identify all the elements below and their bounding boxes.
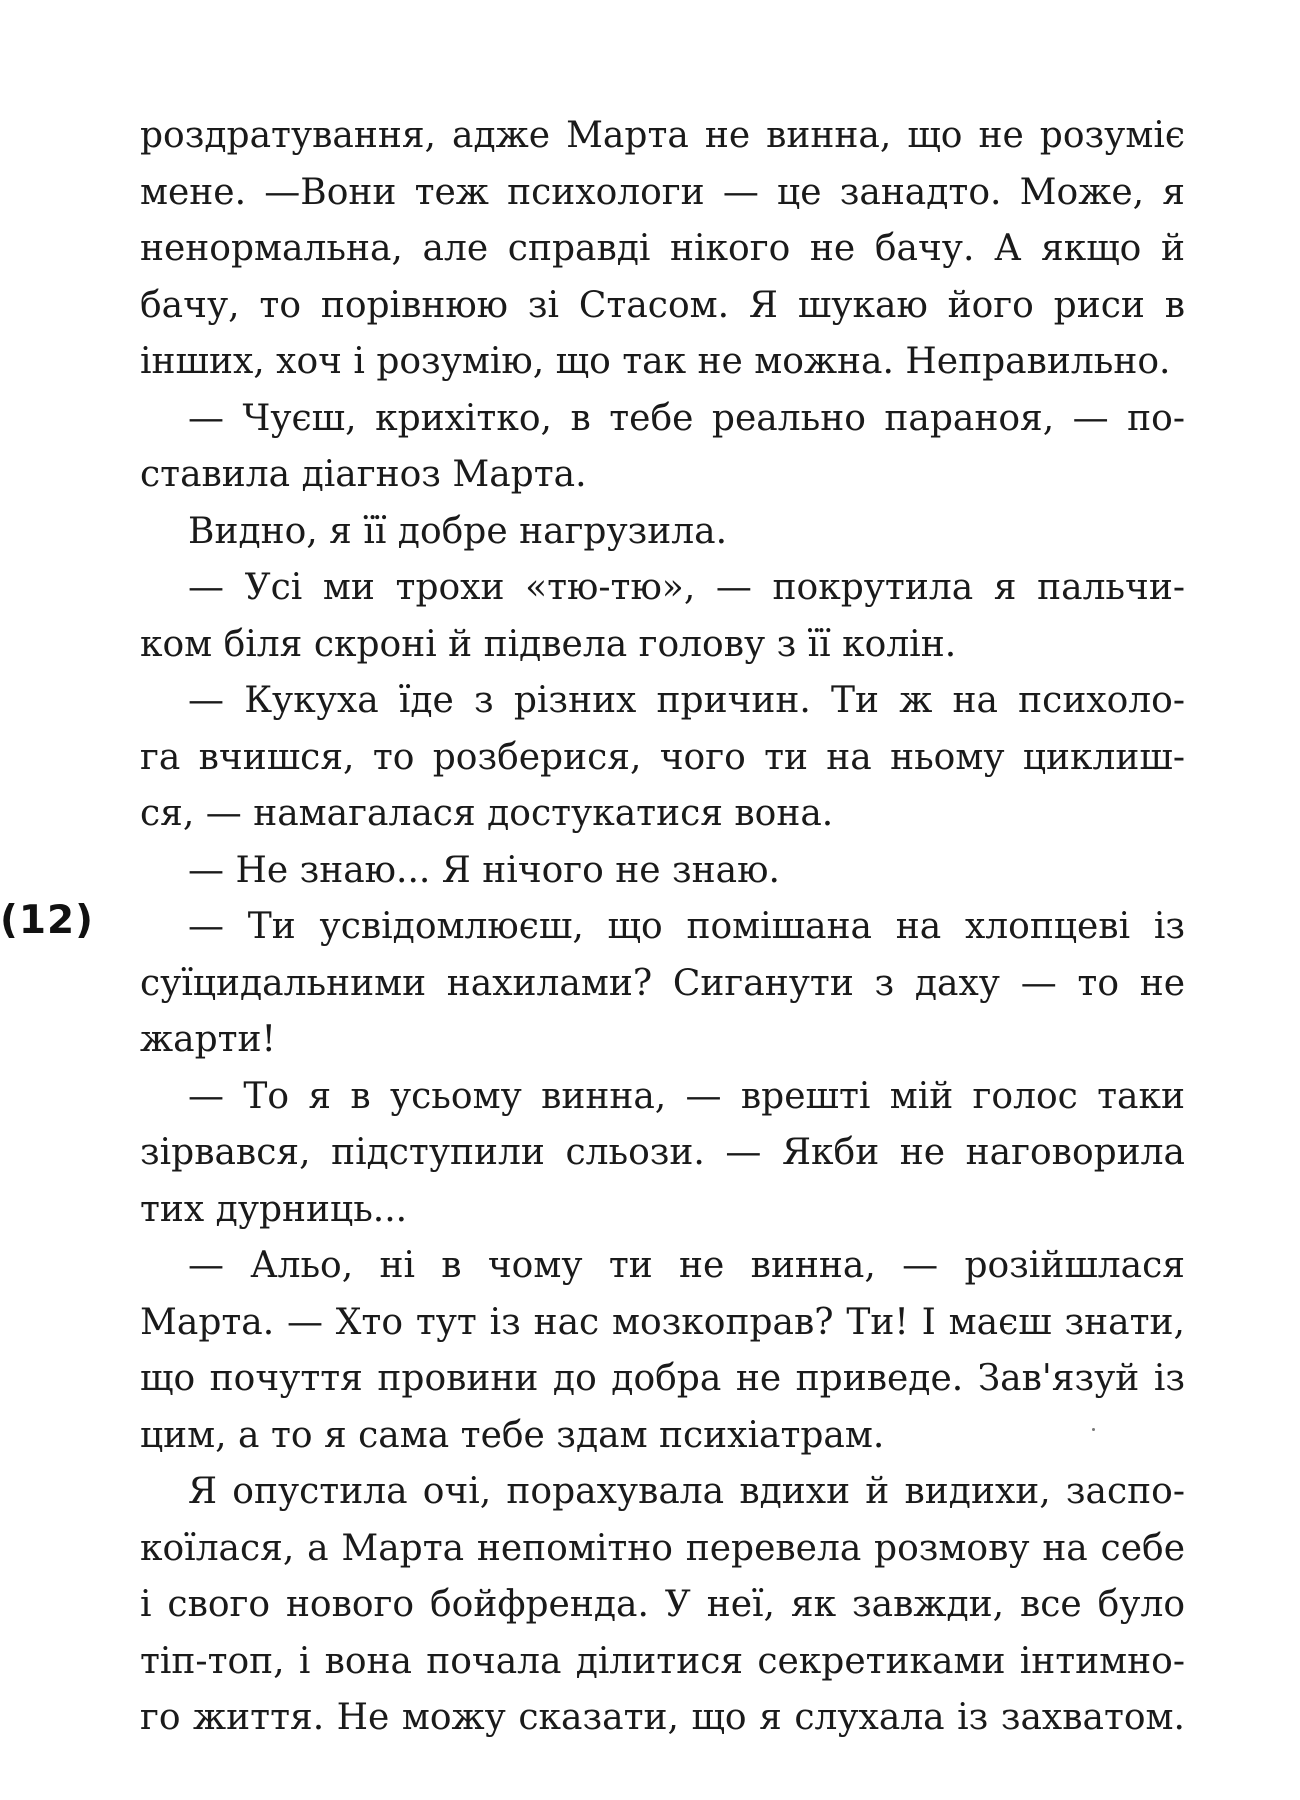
text-line: — Кукуха їде з різних причин. Ти ж на психоло- xyxy=(188,680,1185,721)
text-line: інших, хоч і розумію, що так не можна. Неправильно. xyxy=(140,341,1171,382)
text-line: ся, — намагалася достукатися вона. xyxy=(140,793,834,834)
text-line: Видно, я її добре нагрузила. xyxy=(188,510,728,552)
body-text xyxy=(140,108,1185,1747)
text-line: Марта. — Хто тут із нас мозкоправ? Ти! І маєш знати, xyxy=(140,1301,1185,1343)
text-line: — Не знаю... Я нічого не знаю. xyxy=(188,849,780,891)
text-line: тіп-топ, і вона почала ділитися секретиками інтимно- xyxy=(140,1640,1185,1682)
text-line: і свого нового бойфренда. У неї, як завжди, все було xyxy=(140,1584,1185,1625)
text-line: — Усі ми трохи «тю-тю», — покрутила я пальчи- xyxy=(188,567,1185,608)
text-line: Я опустила очі, порахувала вдихи й видихи, заспо- xyxy=(188,1471,1185,1512)
text-line: суїцидальними нахилами? Сиганути з даху — то не xyxy=(140,962,1185,1004)
text-line: — Ти усвідомлюєш, що помішана на хлопцеві із xyxy=(188,906,1185,947)
text-line: тих дурниць... xyxy=(140,1188,408,1230)
text-line: що почуття провини до добра не приведе. Зав'язуй із xyxy=(140,1358,1185,1399)
text-line: цим, а то я сама тебе здам психіатрам. xyxy=(140,1414,885,1456)
text-line: — Чуєш, крихітко, в тебе реально параноя, — по- xyxy=(188,397,1185,439)
page-number: (12) xyxy=(0,898,94,943)
text-line: ставила діагноз Марта. xyxy=(140,454,587,495)
scan-speck xyxy=(1092,1428,1095,1431)
text-line: зірвався, підступили сльози. — Якби не наговорила xyxy=(140,1132,1185,1173)
text-line: — То я в усьому винна, — врешті мій голос таки xyxy=(188,1075,1185,1117)
text-line: мене. —Вони теж психологи — це занадто. Може, я xyxy=(140,171,1185,213)
text-line: го життя. Не можу сказати, що я слухала із захватом. xyxy=(140,1697,1185,1738)
text-line: ненормальна, але справді нікого не бачу. А якщо й xyxy=(140,228,1185,269)
text-line: — Альо, ні в чому ти не винна, — розійшлася xyxy=(188,1245,1185,1286)
text-line: жарти! xyxy=(140,1019,277,1060)
text-line: га вчишся, то розберися, чого ти на ньому циклиш- xyxy=(140,736,1185,778)
text-line: ком біля скроні й підвела голову з її колін. xyxy=(140,623,957,665)
text-line: коїлася, а Марта непомітно перевела розмову на себе xyxy=(140,1527,1185,1569)
text-line: роздратування, адже Марта не винна, що не розуміє xyxy=(140,115,1185,156)
text-line: бачу, то порівнюю зі Стасом. Я шукаю його риси в xyxy=(140,284,1185,326)
